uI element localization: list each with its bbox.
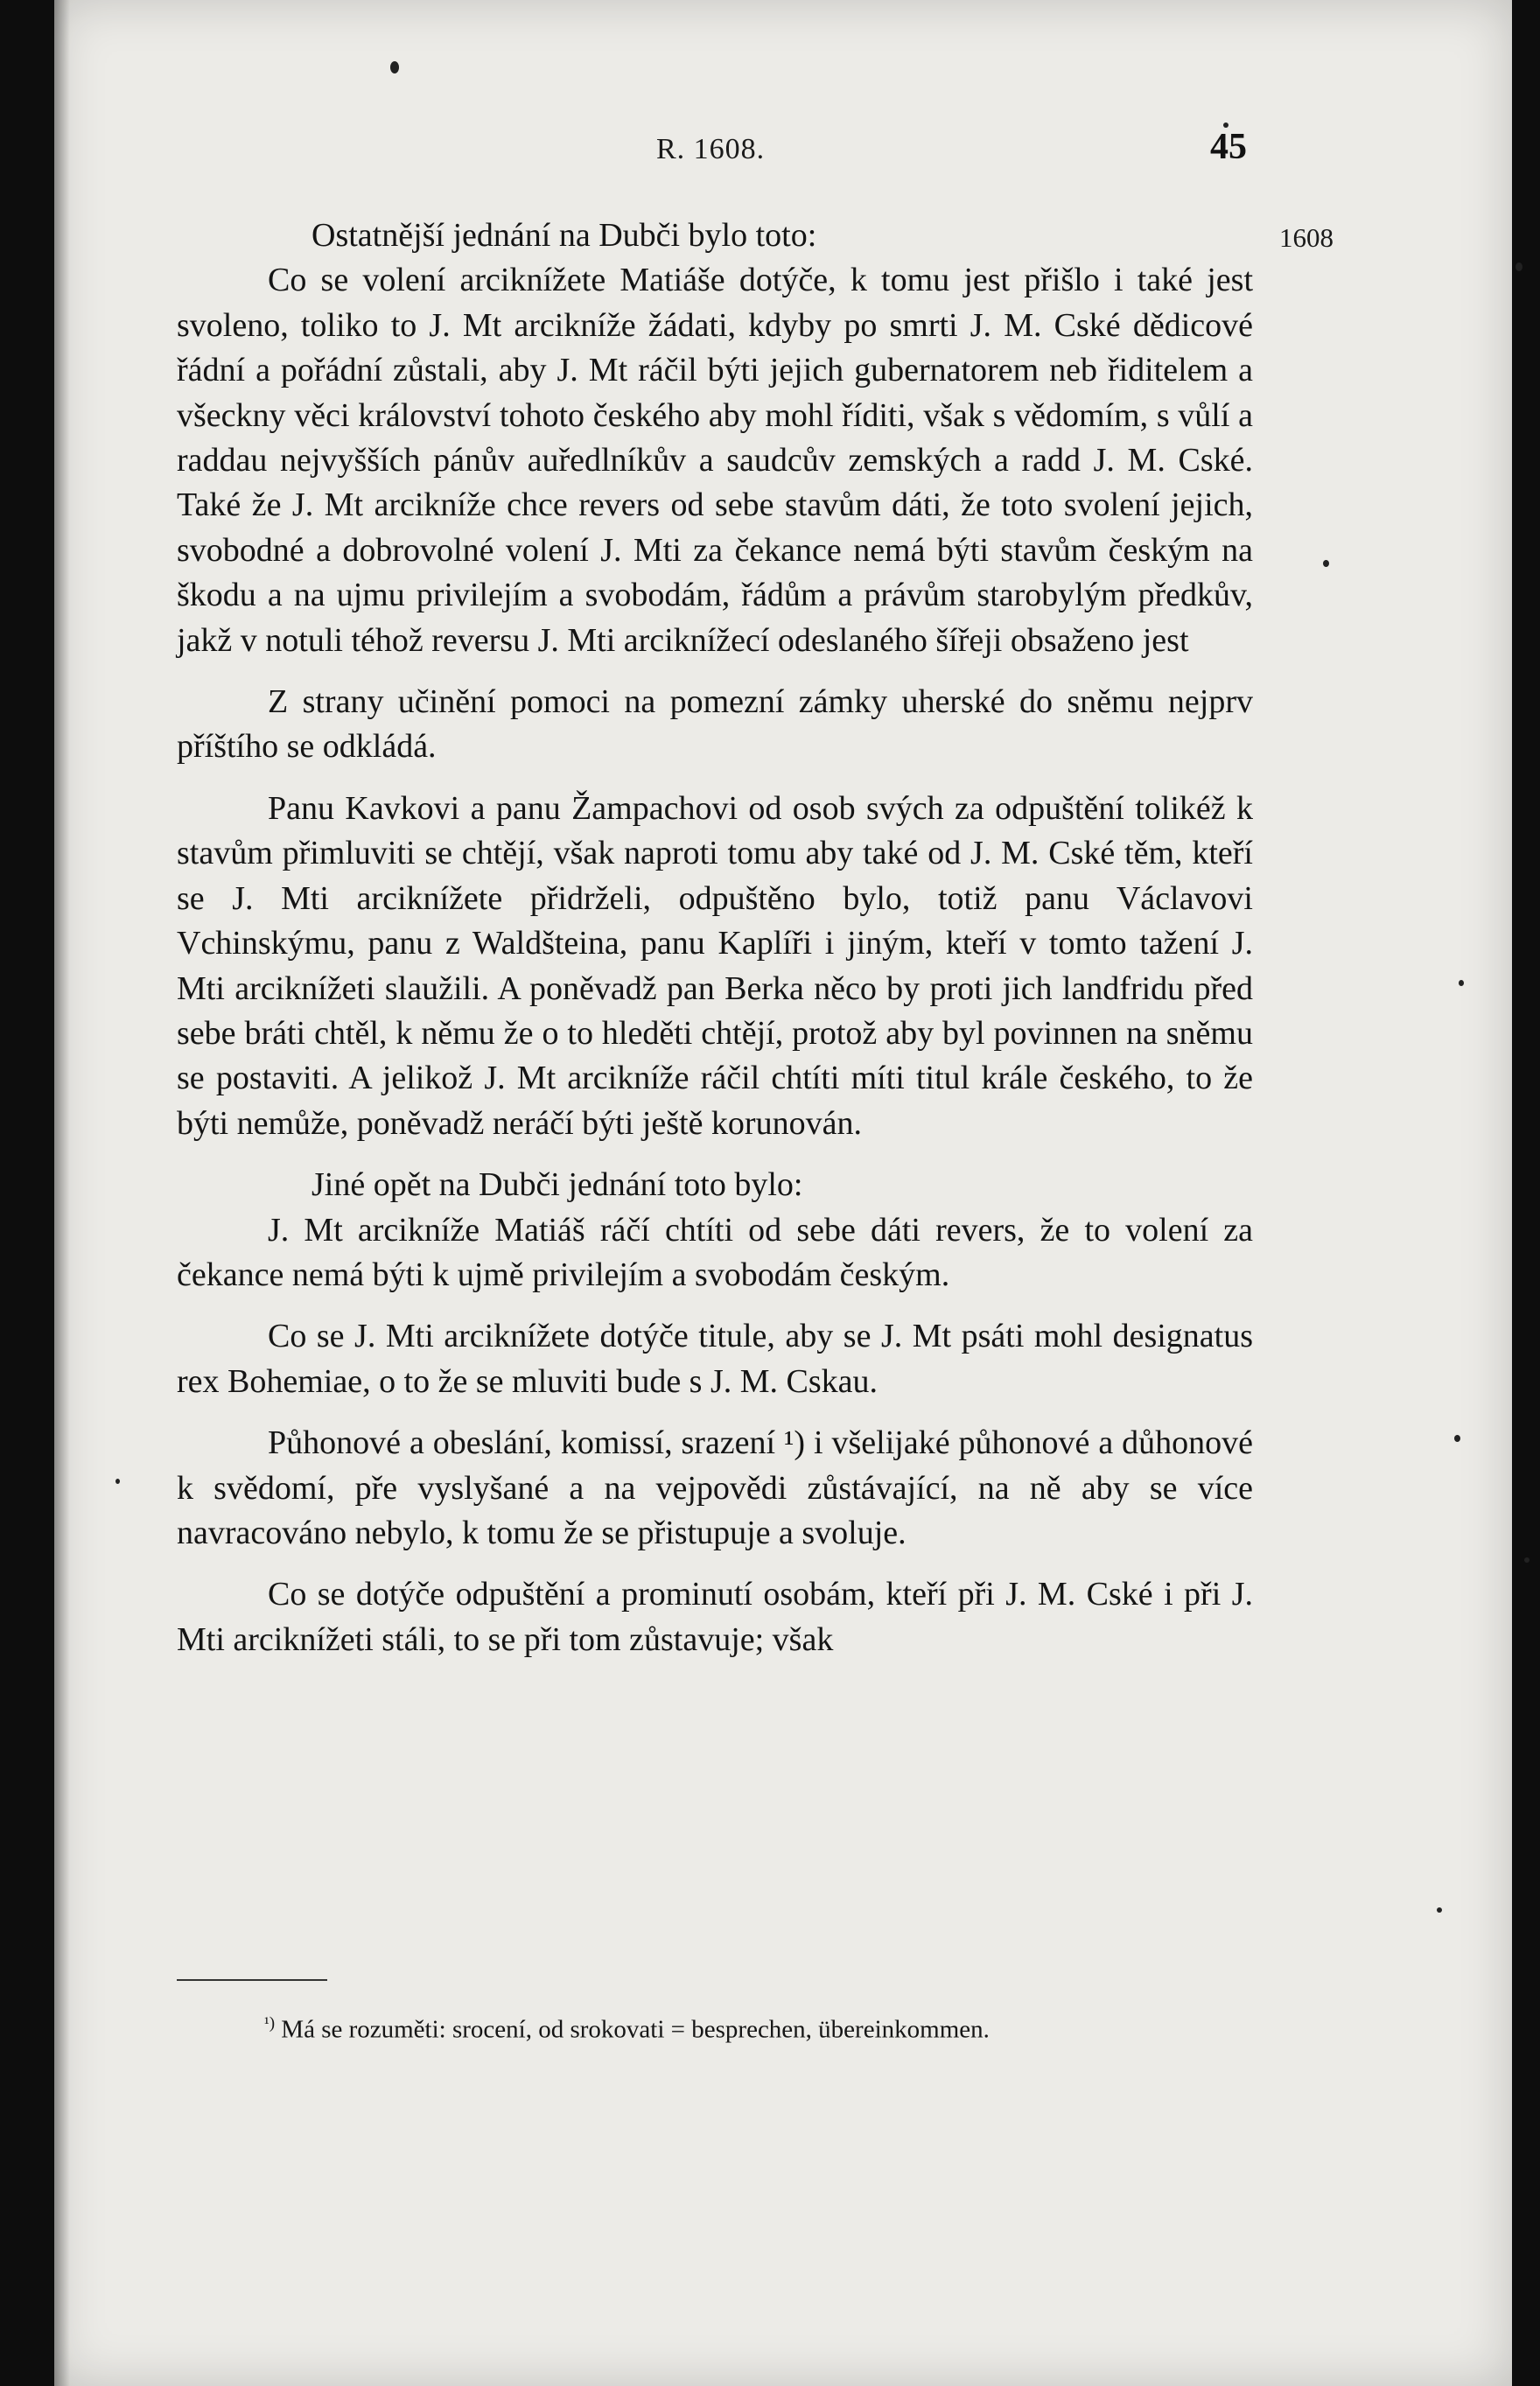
- paragraph-election: Co se volení arciknížete Matiáše dotýče, k tomu jest přišlo i také jest svoleno, toliko to J. Mt arcikníže žádati, kdyby po smrti J. M. Cské dědicové řádní a pořádní zůstali, aby J. Mt ráčil býti jejich gubernatorem neb řiditelem a všeckny věci království tohoto českého aby mohl říditi, však s vědomím, s vůlí a raddau nejvyšších pánův auředlníkův a saudcův zemských a radd J. M. Cské. Také že J. Mt arcikníže chce revers od sebe stavům dáti, že toto svolení jejich, svobodné a dobrovolné volení J. Mti za čekance nemá býti stavům českým na škodu a na ujmu privilejím a svobodám, řádům a právům starobylým předkův, jakž v notuli téhož reversu J. Mti arciknížecí odeslaného šířeji obsaženo jest: [177, 262, 1253, 659]
- body-text: [177, 213, 1253, 1662]
- running-head: R. 1608.: [656, 133, 766, 165]
- paragraph-border-castles: Z strany učinění pomoci na pomezní zámky uherské do sněmu nejprv příštího se odkládá.: [177, 683, 1253, 766]
- paragraph-summons: Půhonové a obeslání, komissí, srazení ¹) i všelijaké půhonové a důhonové k svědomí, pře vyslyšané a na vejpovědi zůstávající, na ně aby se více navracováno nebylo, k tomu že se přistupuje a svoluje.: [177, 1424, 1253, 1551]
- footnote-mark: ¹): [264, 2014, 276, 2033]
- footnote-text: Má se rozuměti: srocení, od srokovati = besprechen, übereinkommen.: [281, 2015, 990, 2044]
- page-number: 45: [1210, 127, 1247, 167]
- paragraph-pardon: Co se dotýče odpuštění a prominutí osobám, kteří při J. M. Cské i při J. Mti arciknížeti stáli, to se při tom zůstavuje; však: [177, 1576, 1253, 1658]
- footnote: [264, 2014, 1255, 2045]
- paragraph-revers: J. Mt arcikníže Matiáš ráčí chtíti od sebe dáti revers, že to volení za čekance nemá býti k ujmě privilejím a svobodám českým.: [177, 1211, 1253, 1293]
- paragraph-pardon-request: Panu Kavkovi a panu Žampachovi od osob svých za odpuštění tolikéž k stavům přimluviti se chtějí, však naproti tomu aby také od J. M. Cské těm, kteří se J. Mti arciknížete přidrželi, odpuštěno bylo, totiž panu Václavovi Vchinskýmu, panu z Waldšteina, panu Kaplíři i jiným, kteří v tomto tažení J. Mti arciknížeti slaužili. A poněvadž pan Berka něco by proti jich landfridu před sebe bráti chtěl, k němu že o to hleděti chtějí, protož aby byl povinnen na sněmu se postaviti. A jelikož J. Mt arcikníže ráčil chtíti míti titul krále českého, to že býti nemůže, poněvadž neráčí býti ještě korunován.: [177, 789, 1253, 1142]
- section-heading-2: Jiné opět na Dubči jednání toto bylo:: [312, 1166, 803, 1204]
- section-heading-1: Ostatnější jednání na Dubči bylo toto:: [312, 217, 817, 254]
- page-header: [0, 122, 1540, 175]
- margin-year-note: 1608: [1279, 222, 1334, 253]
- footnote-rule: [177, 1979, 327, 1981]
- paragraph-title: Co se J. Mti arciknížete dotýče titule, aby se J. Mt psáti mohl designatus rex Bohemiae, o to že se mluviti bude s J. M. Cskau.: [177, 1318, 1253, 1400]
